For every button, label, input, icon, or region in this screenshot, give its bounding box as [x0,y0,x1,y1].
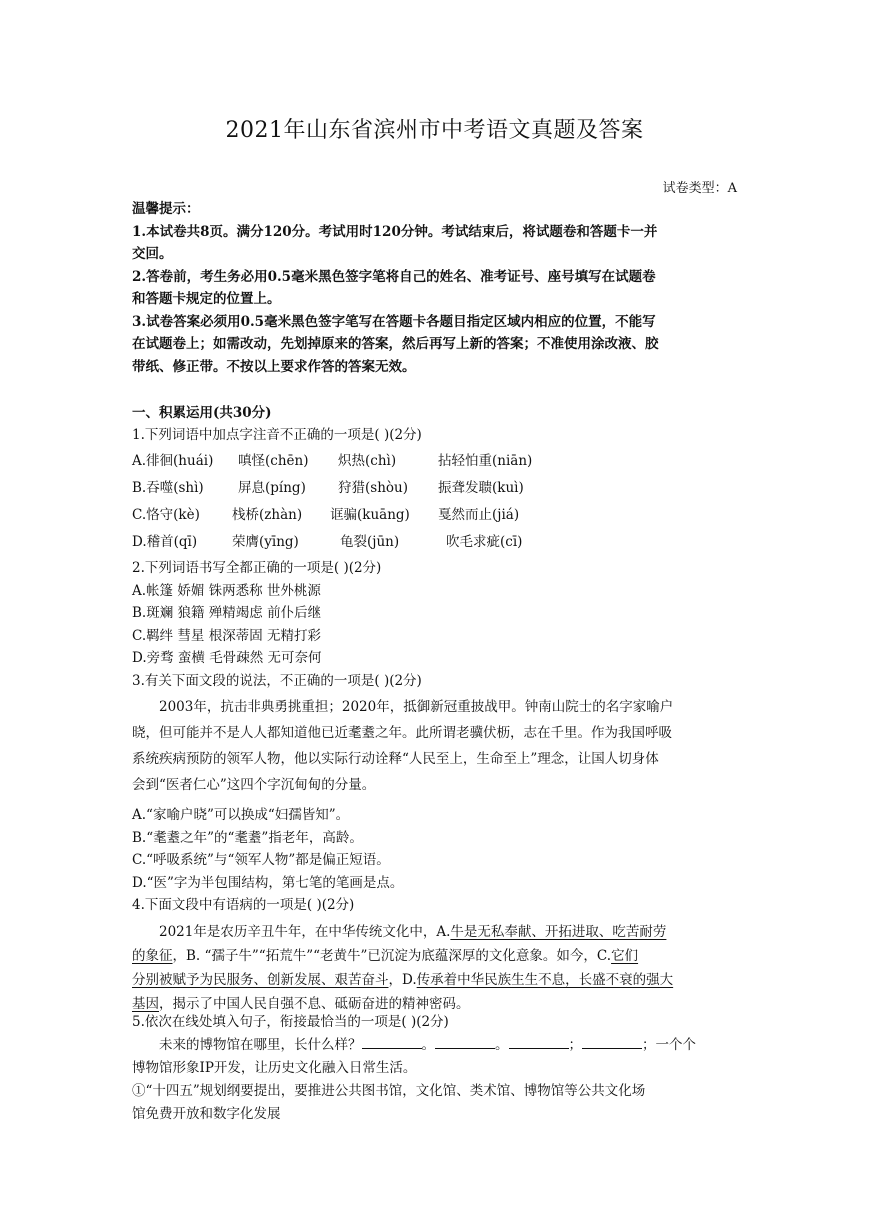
question-4-stem: 4.下面文段中有语病的一项是( )(2分) [132,897,355,913]
question-2-option: C.羁绊 彗星 根深蒂固 无精打彩 [132,627,322,644]
question-5: 5.依次在线处填入句子，衔接最恰当的一项是( )(2分) 未来的博物馆在哪里，长什么样？ 。 。 ； ；一个个 博物馆形象IP开发，让历史文化融入日常生活。 ①“十四五”规划纲要提出，要推进公共图书馆，文化馆、类术馆、博物馆等公共文化场 馆免费开放和数字化发展 [132,1011,738,1126]
notice-line: 和答题卡规定的位置上。 [132,291,281,307]
notice-heading: 温馨提示： [132,201,200,217]
section-heading: 一、积累运用(共30分) [132,405,272,421]
notice-line: 交回。 [132,246,173,262]
notice-line: 1.本试卷共8页。满分120分。考试用时120分钟。考试结束后，将试题卷和答题卡一并 [132,223,658,240]
notice-block [132,198,738,378]
notice-line: 带纸、修正带。不按以上要求作答的答案无效。 [132,358,416,375]
question-3-options: A.“家喻户晓”可以换成“妇孺皆知”。 B.“耄耋之年”的“耄耋”指老年，高龄。 C.“呼吸系统”与“领军人物”都是偏正短语。 D.“医”字为半包围结构，第七笔的笔画是点。 4.下面文段中有语病的一项是( )(2分) [132,804,738,917]
question-4-passage: 2021年是农历辛丑牛年，在中华传统文化中，A.牛是无私奉献、开拓进取、吃苦耐劳 的象征，B. “孺子牛”“拓荒牛”“老黄牛”已沉淀为底蕴深厚的文化意象。如今，C.它们 分别被赋予为民服务、创新发展、艰苦奋斗，D.传承着中华民族生生不息，长盛不衰的强大 基因，揭示了中国人民自强不息、砥砺奋进的精神密码。 [132,924,674,1012]
question-2-option: D.旁骛 蛮横 毛骨疎然 无可奈何 [132,650,322,666]
question-1-option-b: B.吞噬(shì) 屏息(píng) 狩猎(shòu) 振聋发聩(kuì) [132,480,524,496]
question-3-stem: 3.有关下面文段的说法，不正确的一项是( )(2分) [132,672,422,689]
question-2-option: B.斑斓 狼籍 殚精竭虑 前仆后继 [132,605,322,621]
notice-line: 3.试卷答案必须用0.5毫米黑色签字笔写在答题卡各题目指定区域内相应的位置，不能写 [132,313,656,330]
paper-type-label: 试卷类型：A [662,181,737,196]
question-5-passage: 未来的博物馆在哪里，长什么样？ 。 。 ； ；一个个 [132,1034,738,1057]
question-1-option-d: D.稽首(qī) 荣膺(yīng) 龟裂(jūn) 吹毛求疵(cī) [132,534,523,550]
question-1-option-a: A.徘徊(huái) 嗔怪(chēn) 炽热(chì) 拈轻怕重(niān) [132,453,533,469]
fill-blank[interactable] [509,1034,569,1049]
fill-blank[interactable] [582,1034,642,1049]
question-1-option-c: C.恪守(kè) 栈桥(zhàn) 诓骗(kuāng) 戛然而止(jiá) [132,507,520,523]
question-1-stem: 1.下列词语中加点字注音不正确的一项是( )(2分) [132,427,422,443]
question-2-option: A.帐篷 娇媚 铢两悉称 世外桃源 [132,582,321,599]
question-5-stem: 5.依次在线处填入句子，衔接最恰当的一项是( )(2分) [132,1014,449,1030]
notice-line: 2.答卷前，考生务必用0.5毫米黑色签字笔将自己的姓名、准考证号、座号填写在试题卷 [132,268,656,285]
question-2-stem: 2.下列词语书写全都正确的一项是( )(2分) [132,560,382,576]
fill-blank[interactable] [362,1034,422,1049]
question-3-passage: 2003年，抗击非典勇挑重担；2020年，抵御新冠重披战甲。钟南山院士的名字家喻户 晓，但可能并不是人人都知道他已近耄耋之年。此所谓老骥伏枥，志在千里。作为我国呼吸 系统疾病预防的领军人物，他以实际行动诠释“人民至上，生命至上”理念，让国人切身体 会到“医者仁心”这四个字沉甸甸的分量。 [132,699,674,793]
fill-blank[interactable] [435,1034,495,1049]
question-2 [132,557,738,692]
notice-line: 在试题卷上；如需改动，先划掉原来的答案，然后再写上新的答案；不准使用涂改液、胶 [132,336,659,352]
page-title: 2021年山东省滨州市中考语文真题及答案 [225,118,644,143]
